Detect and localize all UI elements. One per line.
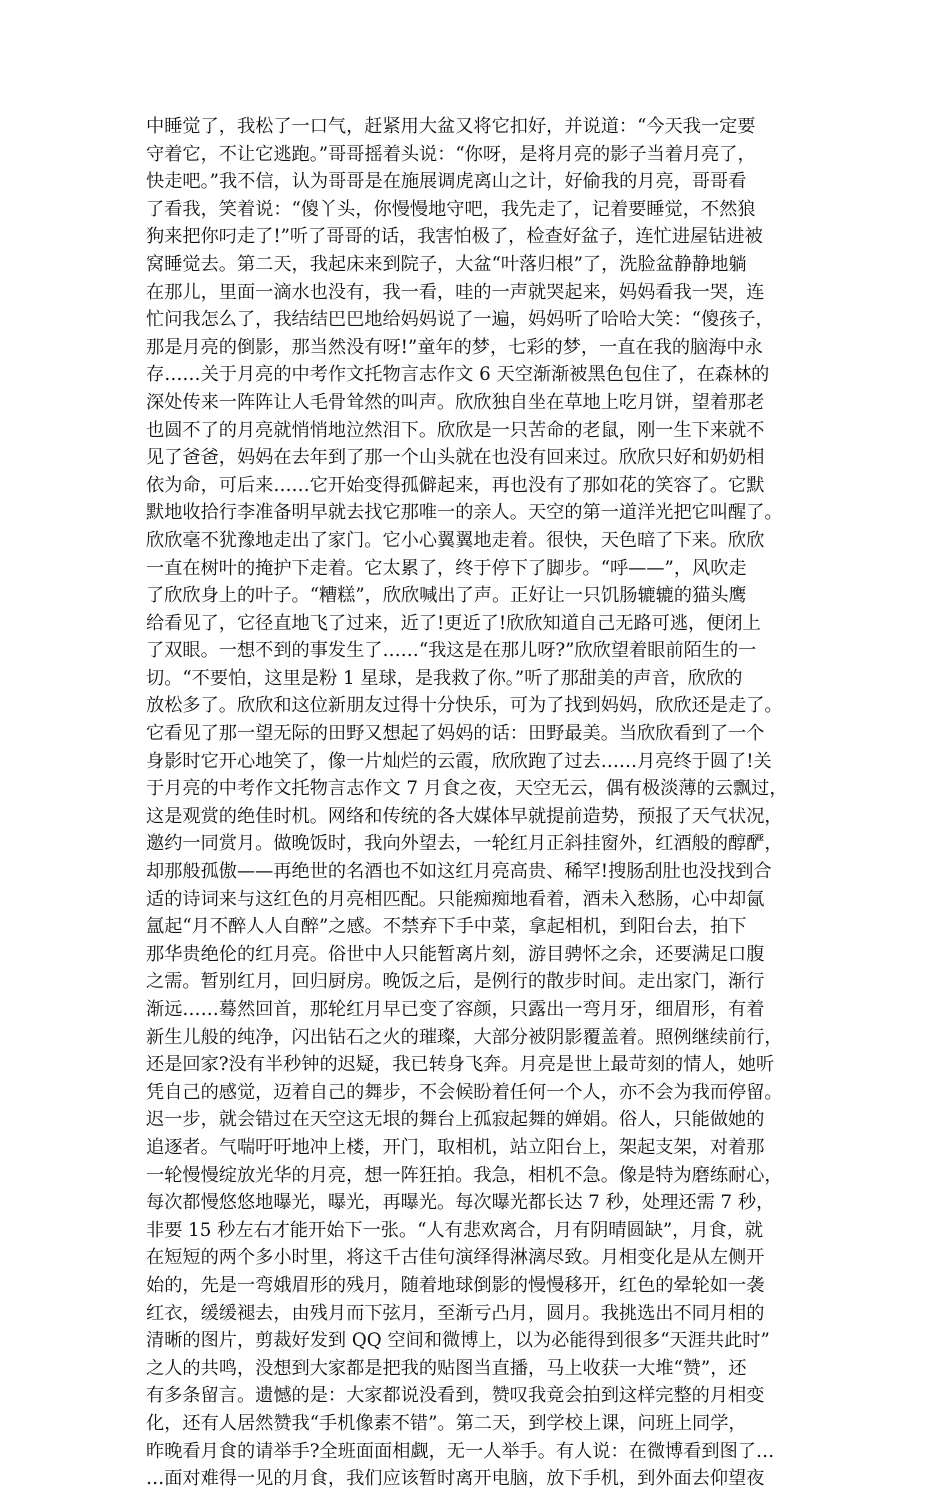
text-line: 红衣，缓缓褪去，由残月而下弦月，至渐亏凸月，圆月。我挑选出不同月相的 [146,1302,765,1324]
text-line: 给看见了，它径直地飞了过来，近了!更近了!欣欣知道自己无路可逃，便闭上 [146,612,761,634]
text-line: 切。“不要怕，这里是粉 1 星球，是我救了你。”听了那甜美的声音，欣欣的 [146,667,743,689]
text-line: …面对难得一见的月食，我们应该暂时离开电脑，放下手机，到外面去仰望夜 [146,1468,765,1490]
text-line: 欣欣毫不犹豫地走出了家门。它小心翼翼地走着。很快，天色暗了下来。欣欣 [146,529,765,551]
text-line: 迟一步，就会错过在天空这无垠的舞台上孤寂起舞的婵娟。俗人，只能做她的 [146,1109,765,1131]
text-line: 见了爸爸，妈妈在去年到了那一个山头就在也没有回来过。欣欣只好和奶奶相 [146,447,765,469]
text-line: 这是观赏的绝佳时机。网络和传统的各大媒体早就提前造势，预报了天气状况， [146,805,783,827]
text-line: 之需。暂别红月，回归厨房。晚饭之后，是例行的散步时间。走出家门，渐行 [146,971,765,993]
text-line: 在那儿，里面一滴水也没有，我一看，哇的一声就哭起来，妈妈看我一哭，连 [146,281,765,303]
text-line: 还是回家?没有半秒钟的迟疑，我已转身飞奔。月亮是世上最苛刻的情人，她听 [146,1054,775,1076]
text-line: 始的，先是一弯娥眉形的残月，随着地球倒影的慢慢移开，红色的晕轮如一袭 [146,1274,765,1296]
text-line: 快走吧。”我不信，认为哥哥是在施展调虎离山之计，好偷我的月亮，哥哥看 [146,171,747,193]
text-line: 了欣欣身上的叶子。“糟糕”，欣欣喊出了声。正好让一只饥肠辘辘的猫头鹰 [146,585,747,607]
text-line: 窝睡觉去。第二天，我起床来到院子，大盆“叶落归根”了，洗脸盆静静地躺 [146,253,747,275]
text-line: 了双眼。一想不到的事发生了……“我这是在那儿呀?”欣欣望着眼前陌生的一 [146,640,757,662]
text-line: 狗来把你叼走了!”听了哥哥的话，我害怕极了，检查好盆子，连忙进屋钻进被 [146,226,763,248]
text-line: 有多条留言。遗憾的是：大家都说没看到，赞叹我竟会拍到这样完整的月相变 [146,1385,765,1407]
text-line: 新生儿般的纯净，闪出钻石之火的璀璨，大部分被阴影覆盖着。照例继续前行， [146,1026,783,1048]
text-line: 也圆不了的月亮就悄悄地泣然泪下。欣欣是一只苦命的老鼠，刚一生下来就不 [146,419,765,441]
text-line: 身影时它开心地笑了，像一片灿烂的云霞，欣欣跑了过去……月亮终于圆了!关 [146,750,772,772]
text-line: 放松多了。欣欣和这位新朋友过得十分快乐，可为了找到妈妈，欣欣还是走了。 [146,695,783,717]
text-line: 了看我，笑着说：“傻丫头，你慢慢地守吧，我先走了，记着要睡觉，不然狼 [146,198,756,220]
text-line: 化，还有人居然赞我“手机像素不错”。第二天，到学校上课，问班上同学， [146,1412,747,1434]
text-line: 适的诗词来与这红色的月亮相匹配。只能痴痴地看着，酒未入愁肠，心中却氤 [146,888,765,910]
text-line: 氲起“月不醉人人自醉”之感。不禁弃下手中菜，拿起相机，到阳台去，拍下 [146,916,747,938]
text-line: 凭自己的感觉，迈着自己的舞步，不会候盼着任何一个人，亦不会为我而停留。 [146,1081,783,1103]
text-line: 渐远……蓦然回首，那轮红月早已变了容颜，只露出一弯月牙，细眉形，有着 [146,999,765,1020]
text-line: 清晰的图片，剪裁好发到 QQ 空间和微博上，以为必能得到很多“天涯共此时” [146,1330,770,1352]
text-line: 昨晚看月食的请举手?全班面面相觑，无一人举手。有人说：在微博看到图了… [146,1440,775,1462]
text-line: 忙问我怎么了，我结结巴巴地给妈妈说了一遍，妈妈听了哈哈大笑：“傻孩子， [146,309,774,331]
text-line: 一轮慢慢绽放光华的月亮，想一阵狂拍。我急，相机不急。像是特为磨练耐心， [146,1164,783,1186]
text-line: 它看见了那一望无际的田野又想起了妈妈的话：田野最美。当欣欣看到了一个 [146,723,765,745]
text-line: 那华贵绝伦的红月亮。俗世中人只能暂离片刻，游目骋怀之余，还要满足口腹 [146,943,765,965]
text-line: 守着它，不让它逃跑。”哥哥摇着头说：“你呀，是将月亮的影子当着月亮了， [146,143,756,165]
text-line: 存……关于月亮的中考作文托物言志作文 6 天空渐渐被黑色包住了，在森林的 [146,364,770,386]
text-line: 每次都慢悠悠地曝光，曝光，再曝光。每次曝光都长达 7 秒，处理还需 7 秒， [146,1192,775,1214]
text-line: 之人的共鸣，没想到大家都是把我的贴图当直播，马上收获一大堆“赞”，还 [146,1357,747,1379]
text-line: 一直在树叶的掩护下走着。它太累了，终于停下了脚步。“呼——”，风吹走 [146,557,747,579]
text-line: 非要 15 秒左右才能开始下一张。“人有悲欢离合，月有阴晴圆缺”，月食，就 [146,1219,764,1241]
text-line: 邀约一同赏月。做晚饭时，我向外望去，一轮红月正斜挂窗外，红酒般的醇酽， [146,833,783,855]
essay-text-block [146,113,806,1493]
text-line: 默地收拾行李准备明早就去找它那唯一的亲人。天空的第一道洋光把它叫醒了。 [146,502,783,524]
text-line: 于月亮的中考作文托物言志作文 7 月食之夜，天空无云，偶有极淡薄的云飘过， [146,778,788,800]
text-line: 深处传来一阵阵让人毛骨耸然的叫声。欣欣独自坐在草地上吃月饼，望着那老 [146,391,765,413]
text-line: 却那般孤傲——再绝世的名酒也不如这红月亮高贵、稀罕!搜肠刮肚也没找到合 [146,861,772,883]
text-line: 依为命，可后来……它开始变得孤僻起来，再也没有了那如花的笑容了。它默 [146,474,765,496]
text-line: 中睡觉了，我松了一口气，赶紧用大盆又将它扣好，并说道：“今天我一定要 [146,116,756,137]
text-line: 在短短的两个多小时里，将这千古佳句演绎得淋漓尽致。月相变化是从左侧开 [146,1247,765,1269]
text-line: 那是月亮的倒影，那当然没有呀!”童年的梦，七彩的梦，一直在我的脑海中永 [146,336,763,358]
text-line: 追逐者。气喘吁吁地冲上楼，开门，取相机，站立阳台上，架起支架，对着那 [146,1136,765,1158]
